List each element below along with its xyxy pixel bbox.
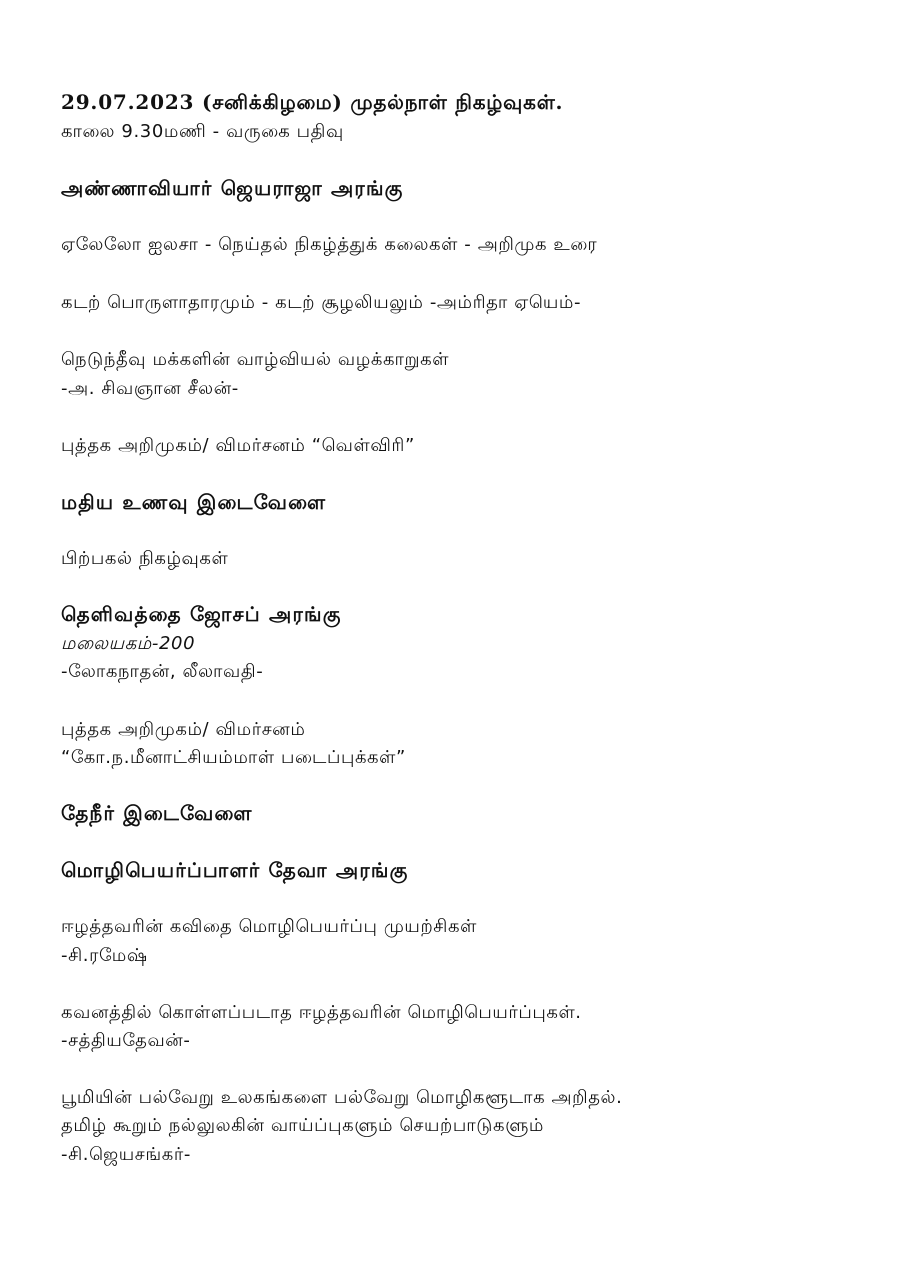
tea-break-heading: தேநீர் இடைவேளை — [61, 801, 253, 825]
session2-item-1-title: மலையகம்-200 — [61, 633, 196, 654]
session3-item-3-speaker: -சி.ஜெயசங்கர்- — [61, 1144, 191, 1165]
session3-item-3-line-1: பூமியின் பல்வேறு உலகங்களை பல்வேறு மொழிகளூடாக அறிதல். — [61, 1087, 623, 1108]
session2-item-2-title: புத்தக அறிமுகம்/ விமர்சனம் — [61, 719, 306, 740]
session3-item-1-title: ஈழத்தவரின் கவிதை மொழிபெயர்ப்பு முயற்சிகள் — [61, 916, 477, 937]
session1-item-3-speaker: -அ. சிவஞான சீலன்- — [61, 378, 239, 399]
session2-item-2-book: “கோ.ந.மீனாட்சியம்மாள் படைப்புக்கள்” — [61, 747, 406, 768]
session1-item-4: புத்தக அறிமுகம்/ விமர்சனம் “வெள்விரி” — [61, 435, 415, 456]
session3-item-3-line-2: தமிழ் கூறும் நல்லுலகின் வாய்ப்புகளும் செயற்பாடுகளும் — [61, 1115, 544, 1136]
lunch-break-heading: மதிய உணவு இடைவேளை — [61, 490, 327, 514]
arrival-line: காலை 9.30மணி - வருகை பதிவு — [61, 121, 344, 142]
afternoon-label: பிற்பகல் நிகழ்வுகள் — [61, 548, 229, 569]
session-heading-thelivathai: தெளிவத்தை ஜோசப் அரங்கு — [61, 602, 342, 626]
session1-item-1: ஏலேலோ ஐலசா - நெய்தல் நிகழ்த்துக் கலைகள் - அறிமுக உரை — [61, 234, 598, 255]
session1-item-2: கடற் பொருளாதாரமும் - கடற் சூழலியலும் -அம்ரிதா ஏயெம்- — [61, 292, 582, 313]
page-title: 29.07.2023 (சனிக்கிழமை) முதல்நாள் நிகழ்வுகள். — [61, 90, 564, 114]
session3-item-2-title: கவனத்தில் கொள்ளப்படாத ஈழத்தவரின் மொழிபெயர்ப்புகள். — [61, 1002, 582, 1023]
session-heading-annaviyar: அண்ணாவியார் ஜெயராஜா அரங்கு — [61, 176, 404, 200]
session-heading-deva: மொழிபெயர்ப்பாளர் தேவா அரங்கு — [61, 858, 409, 882]
session1-item-3-title: நெடுந்தீவு மக்களின் வாழ்வியல் வழக்காறுகள் — [61, 349, 450, 370]
session3-item-1-speaker: -சி.ரமேஷ் — [61, 945, 148, 966]
session2-item-1-speaker: -லோகநாதன், லீலாவதி- — [61, 661, 264, 682]
session3-item-2-speaker: -சத்தியதேவன்- — [61, 1030, 191, 1051]
